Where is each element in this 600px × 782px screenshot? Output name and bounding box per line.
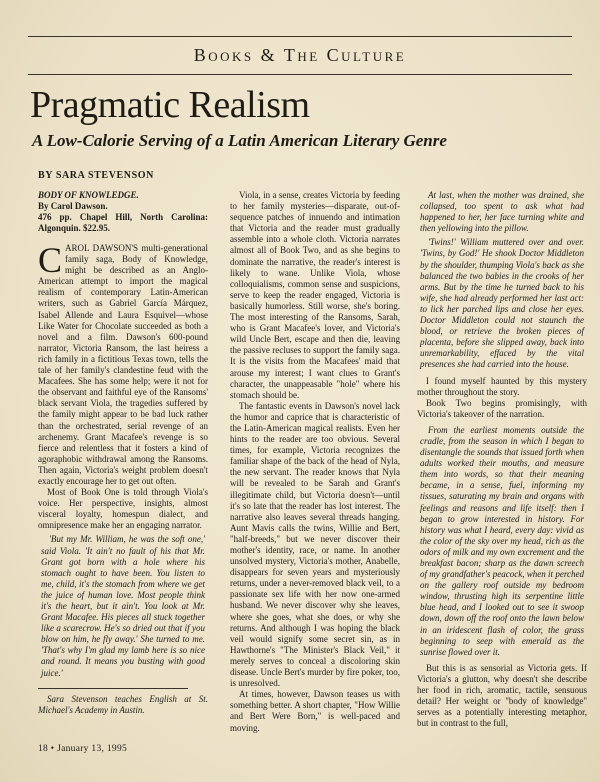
header-rule-bottom — [28, 74, 572, 75]
paragraph: But this is as sensorial as Victoria gets. If Victoria's a glutton, why doesn't she describe her food in rich, aromatic, tactile, sensuous detail? Her weight or "body of knowledge" serves as a potentially interesting metaphor, but in contrast to the full, — [417, 662, 587, 729]
paragraph-text: AROL DAWSON'S multi-generational family saga, Body of Knowledge, might be described as an Anglo-American attempt to import the magical realism of contemporary Latin-American writers, such as Gabriel García Márquez, Isabel Allende and Laura Esquivel—whose Like Water for Chocolate succeeded as both a novel and a film. Dawson's 600-pound narrator, Victoria Ransom, the last heiress a rich family in a fictitious Texas town, tells the tale of her family's clandestine feud with the Macafees. She has some help; were it not for the observant and faithful eye of the Ransoms' black servant Viola, the tragedies suffered by the family might appear to be bad luck rather than the orchestrated, serial revenge of an archenemy. Grant Macafee's revenge is so fierce and relentless that it fosters a kind of agoraphobic withdrawal among the Ransoms. Then again, Victoria's weight problem doesn't exactly encourage her to get out often. — [38, 243, 208, 486]
drop-cap: C — [38, 240, 63, 280]
article-subtitle: A Low-Calorie Serving of a Latin American Literary Genre — [32, 131, 447, 150]
book-author: By Carol Dawson. — [38, 201, 108, 211]
paragraph: At times, however, Dawson teases us with something better. A short chapter, "How Willie and Bert Were Born," is well-paced and moving. — [230, 689, 400, 733]
column-2 — [230, 190, 400, 734]
paragraph: I found myself haunted by this mystery mother throughout the story. — [417, 375, 587, 397]
block-quote: From the earliest moments outside the cradle, from the season in which I began to disentangle the sounds that issued forth when adults worked their mouths, and measure them into words, so that their meaning became, in a sense, fuel, informing my tissues, saturating my brain and organs with feelings and reasons and life itself: then I began to grow interested in history. For history was what I heard, every day: vivid as the color of the sky over my head, rich as the odors of milk and my own excrement and the breakfast bacon; sharp as the dawn screech of my grandfather's peacock, when it perched on the gallery roof outside my bedroom window, thrusting high its serpentine little blue head, and I looked out to see it swoop down, down off the roof onto the lawn below in an iridescent flash of color, the grass beginning to seep with emerald as the sunrise flowed over it. — [420, 424, 584, 657]
book-info — [38, 190, 208, 234]
section-header: Books & The Culture — [193, 45, 407, 65]
paragraph — [38, 240, 208, 487]
column-3 — [417, 190, 587, 729]
block-quote: 'Twins!' William muttered over and over. 'Twins, by God!' He shook Doctor Middleton by the shoulder, thumping Viola's back as she balanced the two babies in the crooks of her arms. But by the time he turned back to his wife, she had already performed her last act: to lick her parched lips and close her eyes. Doctor Middleton could not staunch the blood, or retrieve the broken pieces of placenta, before she slipped away, back into unremarkability, effaced by the vital presences she had carried into the house. — [420, 237, 584, 370]
byline: BY SARA STEVENSON — [38, 170, 154, 181]
header-rule-top — [28, 36, 572, 37]
paragraph: Viola, in a sense, creates Victoria by feeding to her family mysteries—disparate, out-of-sequence patches of innuendo and intimation that Victoria and the reader must gradually assemble into a whole cloth. Victoria narrates almost all of Book Two, and as she begins to dominate the narrative, the reader's interest is likely to wane. Unlike Viola, whose colloquialisms, common sense and suspicions, serve to keep the reader engaged, Victoria is basically humorless. Still worse, she's boring. The most interesting of the Ransoms, Sarah, who is Grant Macafee's lover, and Victoria's wild Uncle Bert, escape and then die, leaving the passive recluses to support the family saga. It is the visits from the Macafees' maid that arouse my interest; I want clues to Grant's character, the unappeasable "hole" where his stomach should be. — [230, 190, 400, 400]
author-bio: Sara Stevenson teaches English at St. Michael's Academy in Austin. — [38, 693, 208, 715]
paragraph: Book Two begins promisingly, with Victoria's takeover of the narration. — [417, 397, 587, 419]
bio-rule — [38, 688, 188, 689]
block-quote: At last, when the mother was drained, she collapsed, too spent to ask what had happened to her, her face turning white and then yellowing into the pillow. — [420, 190, 584, 234]
article-title: Pragmatic Realism — [30, 84, 310, 126]
block-quote: 'But my Mr. William, he was the soft one,' said Viola. 'It ain't no fault of his that Mr. Grant got born with a hole where his stomach ought to have been. You listen to me, child, it's the stomach from where we get the juice of human love. Most people think it's the heart, but it ain't. You look at Mr. Grant Macafee. His pieces all stuck together like a scarecrow. He's so dried out that if you blow on him, he fly away.' She turned to me. 'That's why I'm glad my lamb here is so nice and round. It means you busting with good juice.' — [41, 534, 205, 678]
book-title: BODY OF KNOWLEDGE. — [38, 190, 139, 200]
book-publisher: 476 pp. Chapel Hill, North Carolina: Algonquin. $22.95. — [38, 212, 208, 233]
page-folio: 18 • January 13, 1995 — [38, 744, 128, 754]
paragraph: The fantastic events in Dawson's novel lack the humor and caprice that is characteristic of the Latin-American magical realists. Even her hints to the reader are too obvious. Several times, for example, Victoria recognizes the familiar shape of the back of the head of Nyla, the new servant. The reader knows that Nyla will be revealed to be Sarah and Grant's illegitimate child, but Victoria doesn't—until it's so late that the reader has lost interest. The narrative also leaves several threads hanging. Aunt Mavis calls the twins, Willie and Bert, "half-breeds," but we never discover their mother's identity, race, or name. In another unsolved mystery, Victoria's mother, Anabelle, disappears for seven years and mysteriously returns, under a never-removed black veil, to a passionate sex life with her now one-armed husband. We never discover why she leaves, where she goes, what she does, or why she returns. And although I was hoping the black veil would signify some secret sin, as in Hawthorne's "The Minister's Black Veil," it merely serves to conceal a discoloring skin disease. Uncle Bert's murder by fire poker, too, is unresolved. — [230, 400, 400, 689]
paragraph: Most of Book One is told through Viola's voice. Her perspective, insights, almost visceral loyalty, homespun dialect, and omnipresence make her an engaging narrator. — [38, 487, 208, 531]
column-1 — [38, 190, 208, 716]
